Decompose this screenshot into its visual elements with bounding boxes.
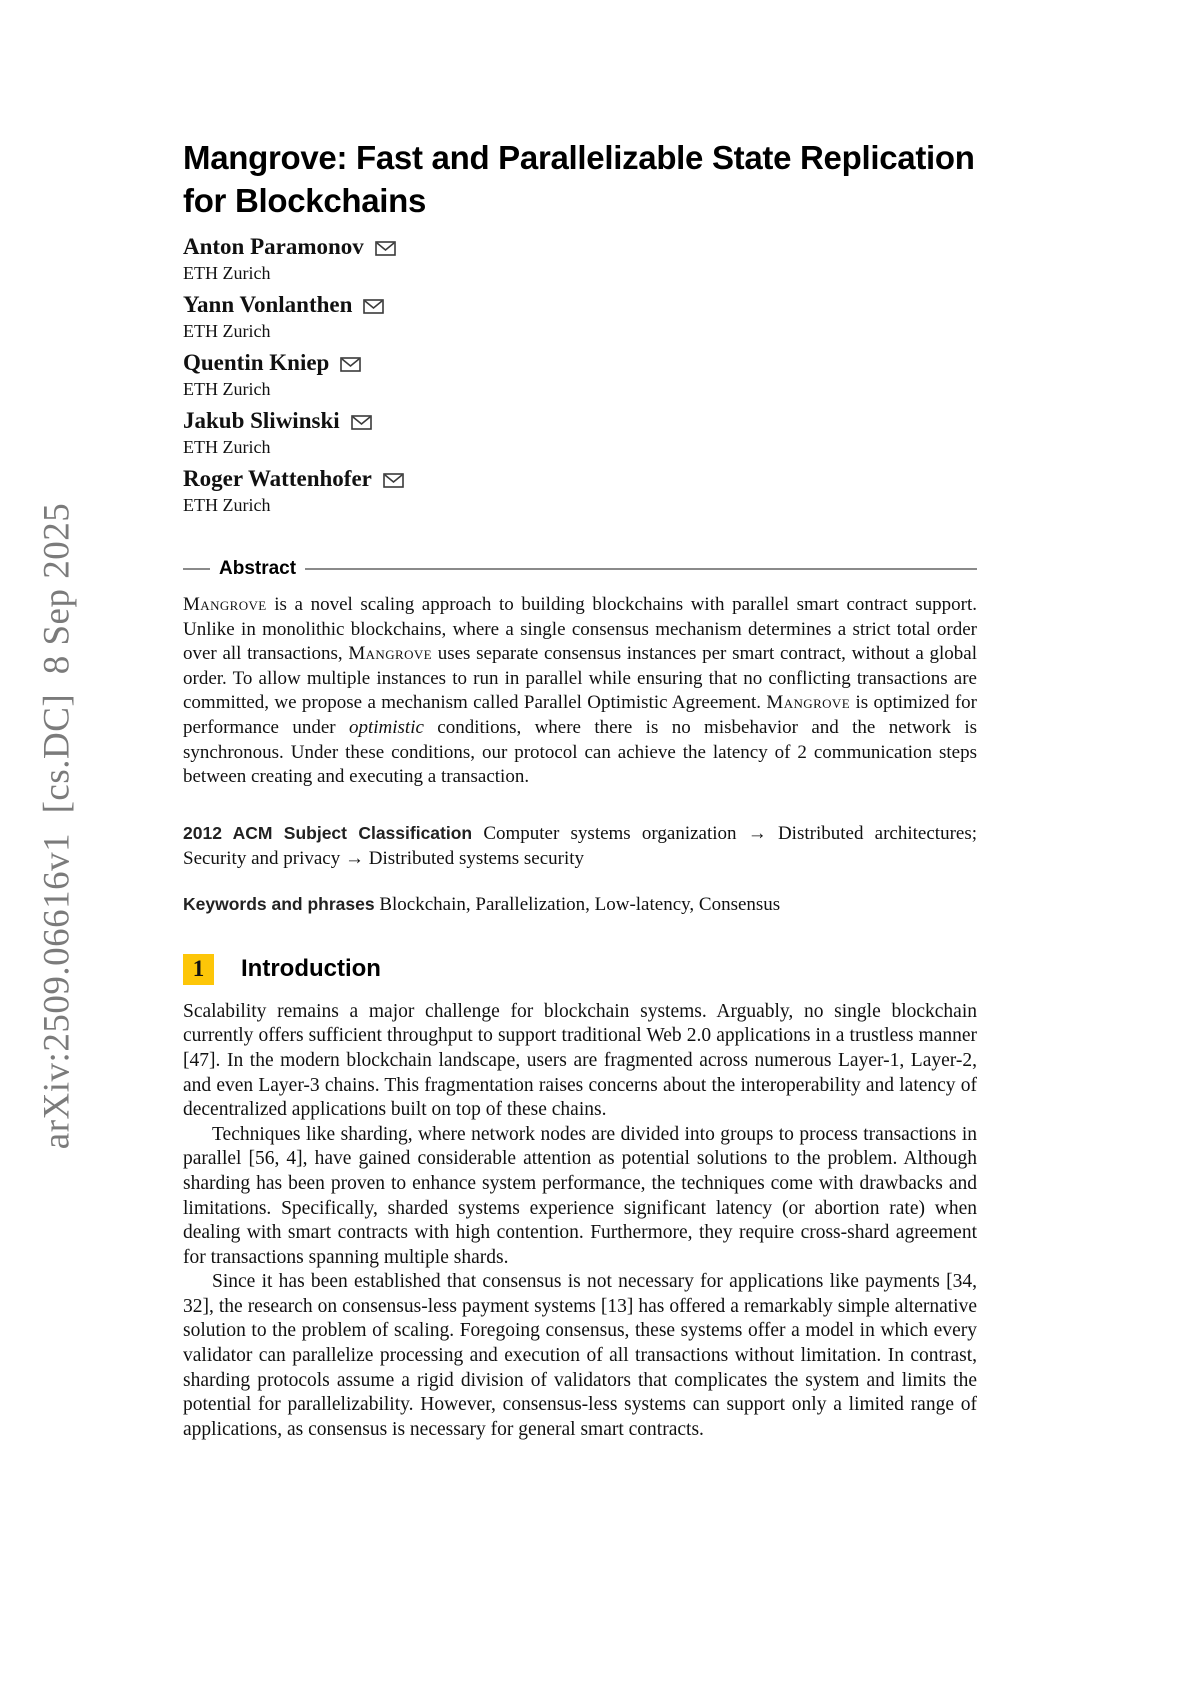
section-number-box: 1 [183,954,214,985]
section-title: Introduction [241,955,381,983]
email-icon[interactable] [340,357,361,372]
author-affiliation: ETH Zurich [183,379,271,399]
author-name [183,350,977,376]
author-name-text: Quentin Kniep [183,350,330,375]
intro-paragraph-1: Scalability remains a major challenge for blockchain systems. Arguably, no single blockchain currently offers sufficient throughput to support traditional Web 2.0 applications in a trustless manner [47]. In the modern blockchain landscape, users are fragmented across numerous Layer-1, Layer-2, and even Layer-3 chains. This fragmentation raises concerns about the interoperability and latency of decentralized applications built on top of these chains. [183,1000,977,1121]
email-icon[interactable] [351,415,372,430]
author-name-text: Yann Vonlanthen [183,292,353,317]
acm-classification-text: Computer systems organization → Distributed architectures; Security and privacy → Distributed systems security [183,822,977,869]
keywords-label: Keywords and phrases [183,893,375,914]
acm-classification [183,821,977,871]
intro-paragraph-3: Since it has been established that consensus is not necessary for applications like payments [34, 32], the research on consensus-less payment systems [13] has offered a remarkably simple alternative solution to the problem of scaling. Foregoing consensus, these systems offer a model in which every validator can parallelize processing and execution of all transactions without limitation. In contrast, sharding protocols assume a rigid division of validators that complicates the system and limits the potential for parallelizability. However, consensus-less systems can support only a limited range of applications, as consensus is necessary for general smart contracts. [183,1271,977,1440]
author-name-text: Anton Paramonov [183,234,364,259]
author-name-text: Roger Wattenhofer [183,466,372,491]
abstract-text: Mangrove is a novel scaling approach to building blockchains with parallel smart contract support. Unlike in monolithic blockchains, where a single consensus mechanism determines a strict total order over all transactions, Mangrove uses separate consensus instances per smart contract, without a global order. To allow multiple instances to run in parallel while ensuring that no conflicting transactions are committed, we propose a mechanism called Parallel Optimistic Agreement. Mangrove is optimized for performance under optimistic conditions, where there is no misbehavior and the network is synchronous. Under these conditions, our protocol can achieve the latency of 2 communication steps between creating and executing a transaction. [183,594,978,788]
keywords-text: Blockchain, Parallelization, Low-latency, Consensus [379,893,781,915]
email-icon[interactable] [363,299,384,314]
keywords-line [183,892,977,917]
author-block [183,408,977,457]
author-name-text: Jakub Sliwinski [183,408,340,433]
author-name [183,466,977,492]
author-list [183,234,977,515]
author-block [183,466,977,515]
email-icon[interactable] [383,473,404,488]
paper-content [183,0,977,1442]
abstract-label: Abstract [219,558,297,579]
acm-classification-label: 2012 ACM Subject Classification [183,822,473,843]
author-block [183,292,977,341]
email-icon[interactable] [375,241,396,256]
author-affiliation: ETH Zurich [183,263,271,283]
introduction-body [183,1000,977,1443]
author-affiliation: ETH Zurich [183,437,271,457]
section-heading-introduction [183,954,977,985]
paper-title: Mangrove: Fast and Parallelizable State Replication for Blockchains [183,139,975,219]
author-block [183,234,977,283]
intro-paragraph-2: Techniques like sharding, where network nodes are divided into groups to process transactions in parallel [56, 4], have gained considerable attention as potential solutions to the problem. Although sharding has been proven to enhance system performance, the techniques come with drawbacks and limitations. Specifically, sharded systems experience significant latency (or abortion rate) when dealing with smart contracts with high contention. Furthermore, they require cross-shard agreement for transactions spanning multiple shards. [183,1123,977,1268]
author-block [183,350,977,399]
author-name [183,292,977,318]
author-name [183,234,977,260]
arxiv-watermark: arXiv:2509.06616v1 [cs.DC] 8 Sep 2025 [36,502,78,1150]
author-affiliation: ETH Zurich [183,495,271,515]
abstract-rule-left [183,568,210,570]
abstract-heading [183,558,977,580]
abstract-rule-right [305,568,977,570]
author-affiliation: ETH Zurich [183,321,271,341]
author-name [183,408,977,434]
